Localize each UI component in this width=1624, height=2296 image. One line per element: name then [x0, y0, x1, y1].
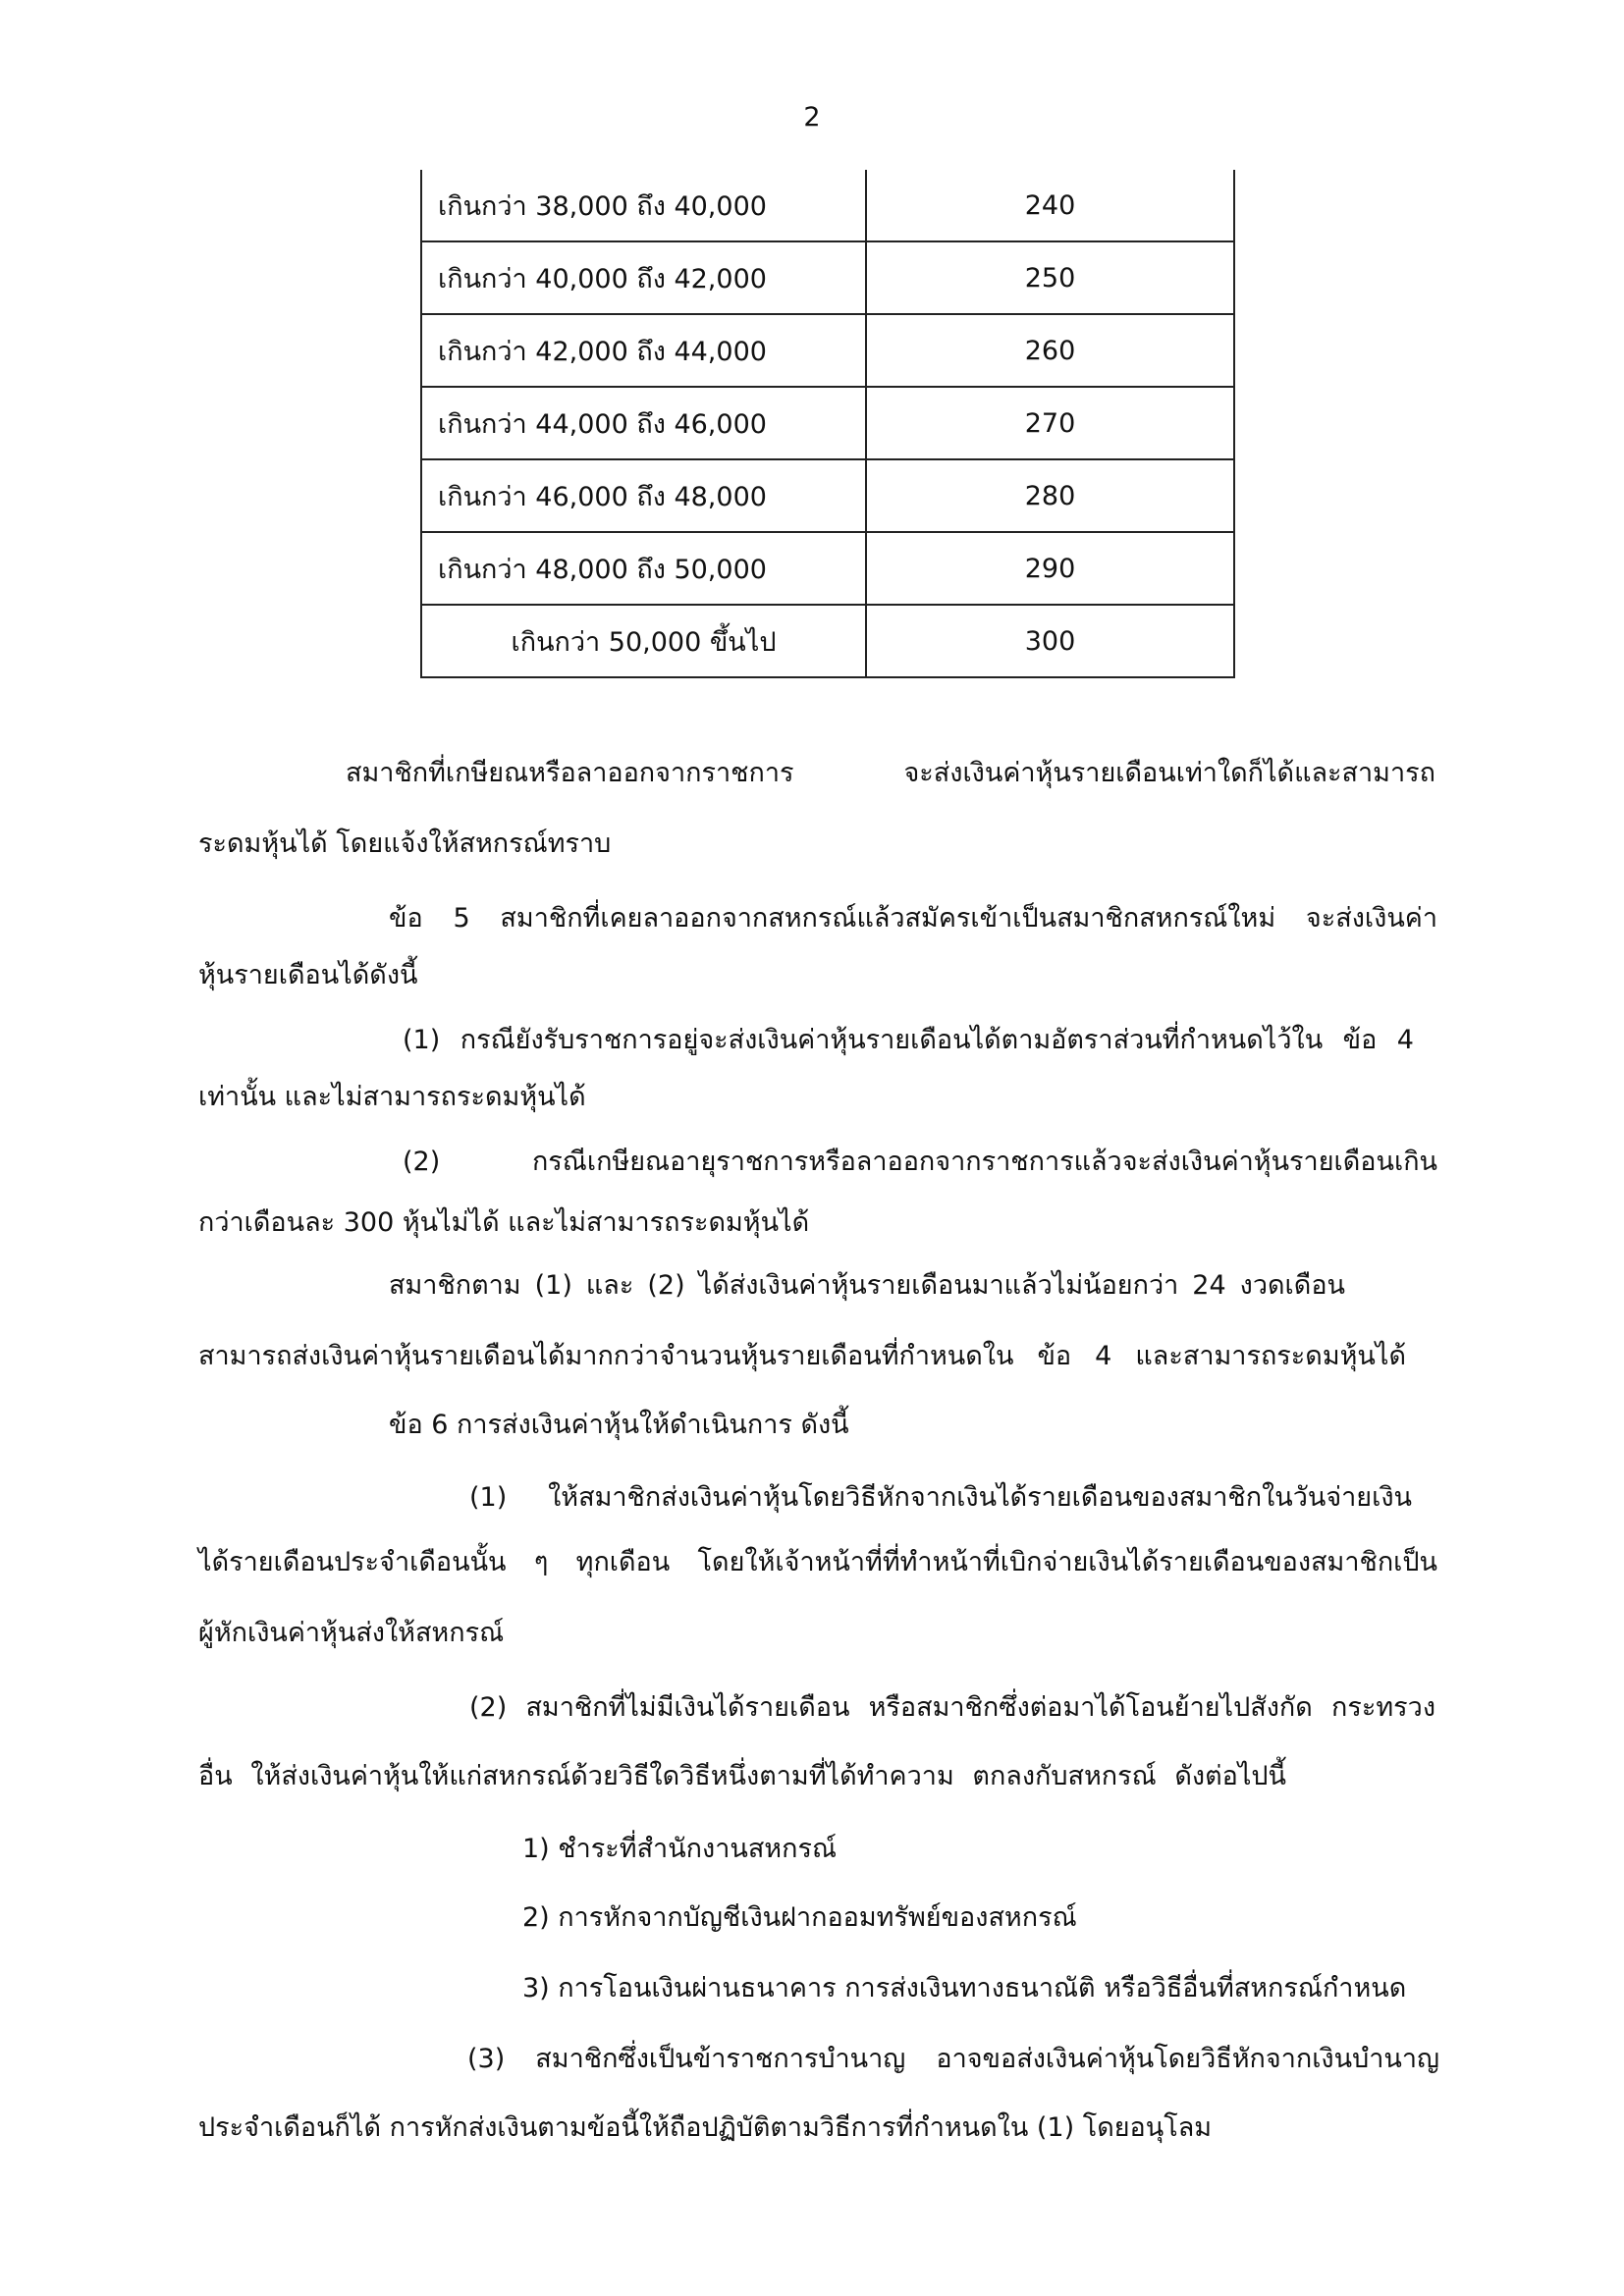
- clause-5-item2-line2: กว่าเดือนละ 300 หุ้นไม่ได้ และไม่สามารถระดมหุ้นได้: [198, 1207, 810, 1238]
- clause-6-item3-line1: (3) สมาชิกซึ่งเป็นข้าราชการบำนาญ อาจขอส่งเงินค่าหุ้นโดยวิธีหักจากเงินบำนาญ: [467, 2044, 1439, 2074]
- table-row: [421, 459, 1234, 532]
- clause-6-heading: ข้อ 6 การส่งเงินค่าหุ้นให้ดำเนินการ ดังนี้: [389, 1410, 849, 1440]
- share-amount-cell: 250: [866, 241, 1234, 314]
- table-row: [421, 387, 1234, 459]
- clause-6-item3-line2: ประจำเดือนก็ได้ การหักส่งเงินตามข้อนี้ให้ถือปฏิบัติตามวิธีการที่กำหนดใน (1) โดยอนุโลม: [198, 2112, 1213, 2143]
- salary-range-cell: เกินกว่า 44,000 ถึง 46,000: [421, 387, 866, 459]
- clause-6-item1-line2: ได้รายเดือนประจำเดือนนั้น ๆ ทุกเดือน โดยให้เจ้าหน้าที่ที่ทำหน้าที่เบิกจ่ายเงินได้รายเดือนของสมาชิกเป็น: [198, 1547, 1437, 1577]
- clause-5-item1-line2: เท่านั้น และไม่สามารถระดมหุ้นได้: [198, 1082, 586, 1112]
- clause-5-note-line2: สามารถส่งเงินค่าหุ้นรายเดือนได้มากกว่าจำนวนหุ้นรายเดือนที่กำหนดใน ข้อ 4 และสามารถระดมหุ้นได้: [198, 1341, 1406, 1371]
- clause-6-item2-line1: (2) สมาชิกที่ไม่มีเงินได้รายเดือน หรือสมาชิกซึ่งต่อมาได้โอนย้ายไปสังกัด กระทรวง: [469, 1692, 1435, 1723]
- salary-range-cell: เกินกว่า 42,000 ถึง 44,000: [421, 314, 866, 387]
- share-rate-table: [420, 170, 1235, 678]
- page-number: 2: [803, 102, 821, 133]
- clause-6-sub-item2: 2) การหักจากบัญชีเงินฝากออมทรัพย์ของสหกรณ์: [522, 1902, 1077, 1933]
- clause-6-item1-line1: (1) ให้สมาชิกส่งเงินค่าหุ้นโดยวิธีหักจากเงินได้รายเดือนของสมาชิกในวันจ่ายเงิน: [469, 1482, 1412, 1513]
- share-amount-cell: 300: [866, 605, 1234, 677]
- clause-6-item2-line2: อื่น ให้ส่งเงินค่าหุ้นให้แก่สหกรณ์ด้วยวิธีใดวิธีหนึ่งตามที่ได้ทำความ ตกลงกับสหกรณ์ ดังต่อไปนี้: [198, 1761, 1286, 1791]
- clause-5-line1: ข้อ 5 สมาชิกที่เคยลาออกจากสหกรณ์แล้วสมัครเข้าเป็นสมาชิกสหกรณ์ใหม่ จะส่งเงินค่า: [389, 903, 1437, 934]
- clause-5-note-line1: สมาชิกตาม (1) และ (2) ได้ส่งเงินค่าหุ้นรายเดือนมาแล้วไม่น้อยกว่า 24 งวดเดือน: [389, 1270, 1345, 1301]
- table-row: [421, 605, 1234, 677]
- share-amount-cell: 240: [866, 170, 1234, 241]
- clause-5-item1-line1: (1) กรณียังรับราชการอยู่จะส่งเงินค่าหุ้นรายเดือนได้ตามอัตราส่วนที่กำหนดไว้ใน ข้อ 4: [403, 1025, 1414, 1055]
- salary-range-cell: เกินกว่า 48,000 ถึง 50,000: [421, 532, 866, 605]
- table-row: [421, 532, 1234, 605]
- table-row: [421, 241, 1234, 314]
- salary-range-cell: เกินกว่า 46,000 ถึง 48,000: [421, 459, 866, 532]
- paragraph-retired-line1: สมาชิกที่เกษียณหรือลาออกจากราชการ จะส่งเงินค่าหุ้นรายเดือนเท่าใดก็ได้และสามารถ: [346, 758, 1435, 788]
- table-row: [421, 170, 1234, 241]
- clause-6-sub-item3: 3) การโอนเงินผ่านธนาคาร การส่งเงินทางธนาณัติ หรือวิธีอื่นที่สหกรณ์กำหนด: [522, 1973, 1407, 2003]
- clause-6-item1-line3: ผู้หักเงินค่าหุ้นส่งให้สหกรณ์: [198, 1618, 505, 1648]
- salary-range-cell: เกินกว่า 50,000 ขึ้นไป: [421, 605, 866, 677]
- table-row: [421, 314, 1234, 387]
- salary-range-cell: เกินกว่า 38,000 ถึง 40,000: [421, 170, 866, 241]
- clause-5-line2: หุ้นรายเดือนได้ดังนี้: [198, 960, 418, 990]
- share-amount-cell: 260: [866, 314, 1234, 387]
- share-amount-cell: 290: [866, 532, 1234, 605]
- clause-6-sub-item1: 1) ชำระที่สำนักงานสหกรณ์: [522, 1834, 838, 1864]
- salary-range-cell: เกินกว่า 40,000 ถึง 42,000: [421, 241, 866, 314]
- clause-5-item2-line1: (2) กรณีเกษียณอายุราชการหรือลาออกจากราชการแล้วจะส่งเงินค่าหุ้นรายเดือนเกิน: [403, 1147, 1437, 1177]
- paragraph-retired-line2: ระดมหุ้นได้ โดยแจ้งให้สหกรณ์ทราบ: [198, 828, 612, 859]
- share-amount-cell: 280: [866, 459, 1234, 532]
- share-amount-cell: 270: [866, 387, 1234, 459]
